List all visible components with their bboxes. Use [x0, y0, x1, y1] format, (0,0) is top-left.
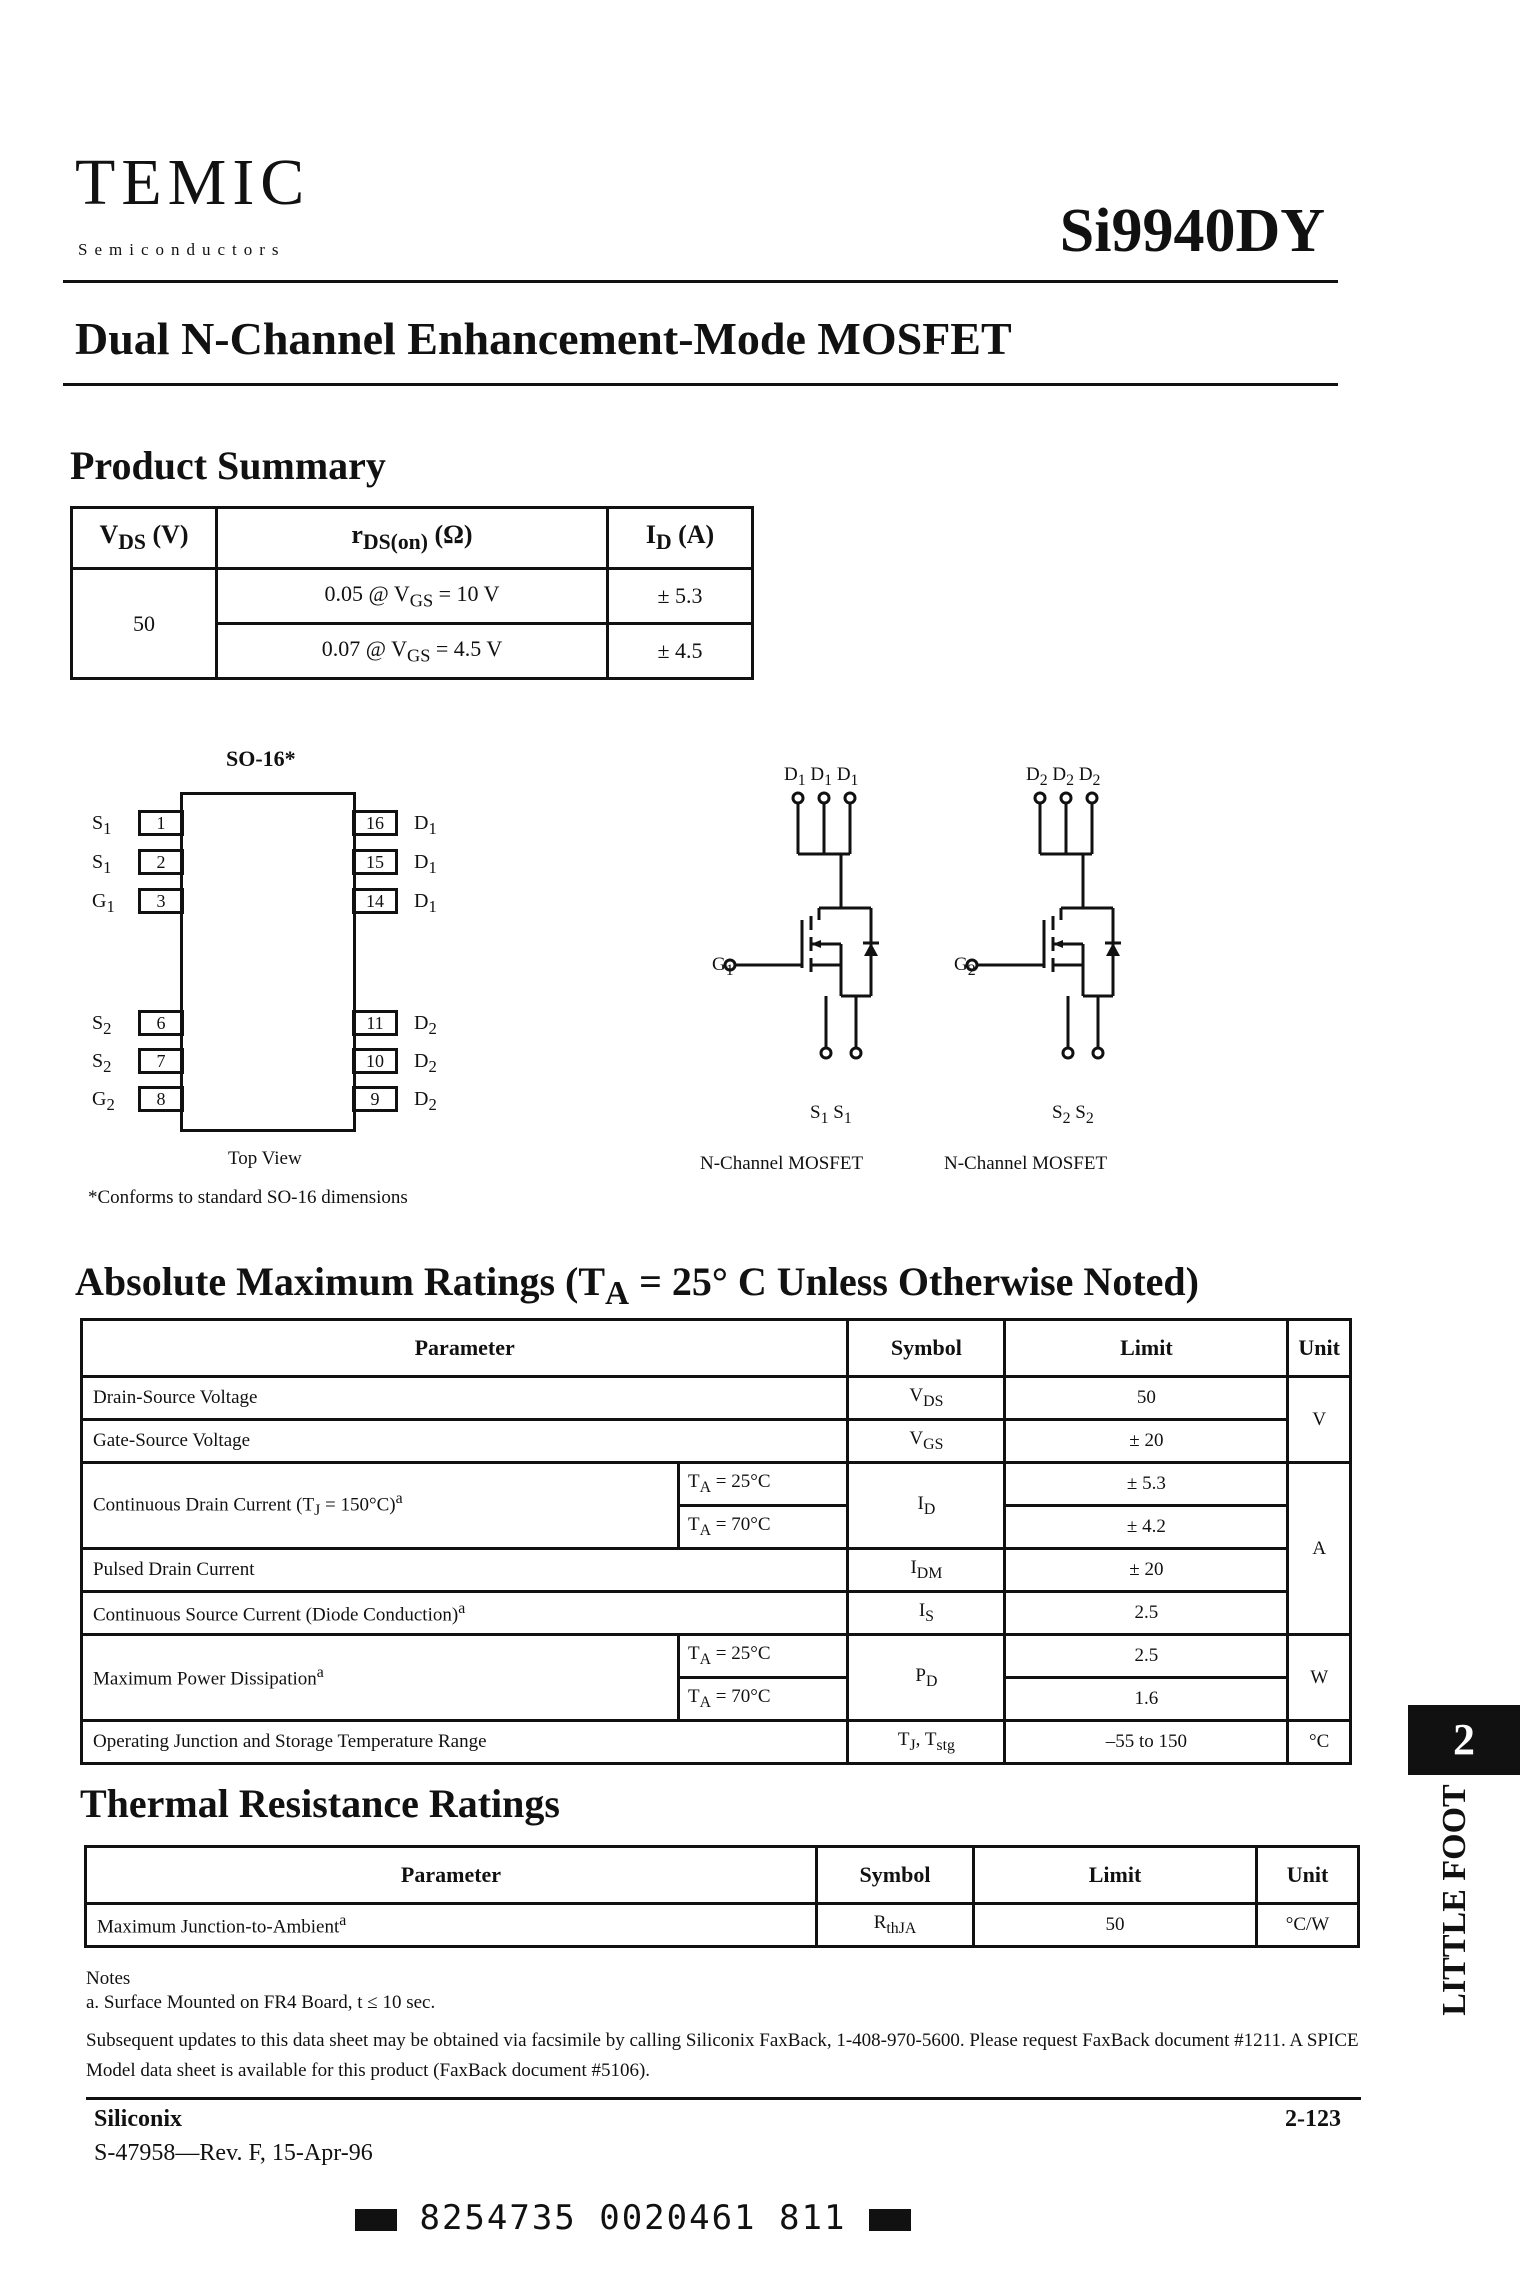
id-value: ± 5.3 [608, 569, 753, 624]
pin-number: 15 [352, 849, 398, 875]
pin-number: 2 [138, 849, 184, 875]
param-cell: Continuous Source Current (Diode Conduction)$^a$ [82, 1592, 848, 1635]
condition-cell: $T_A = 70^\circ C$ [679, 1678, 848, 1721]
unit-cell: °C [1288, 1721, 1351, 1764]
symbol-cell: $T_J$, $T_{stg}$ [848, 1721, 1005, 1764]
table-row [86, 1904, 1359, 1947]
source-label-1: $S_1$ $S_1$ [810, 1102, 852, 1127]
pin-number: 6 [138, 1010, 184, 1036]
pin-number: 9 [352, 1086, 398, 1112]
pin-label: $G_1$ [92, 890, 115, 916]
table-header-row [72, 508, 753, 569]
param-cell: Gate-Source Voltage [82, 1420, 848, 1463]
symbol-cell: $I_D$ [848, 1463, 1005, 1549]
symbol-cell: $I_S$ [848, 1592, 1005, 1635]
package-body [180, 792, 356, 1132]
param-cell: Maximum Power Dissipation$^a$ [82, 1635, 679, 1721]
pin-label: $D_2$ [414, 1050, 437, 1076]
mosfet-schematic-2 [942, 760, 1142, 1060]
condition-cell: $T_A = 25^\circ C$ [679, 1463, 848, 1506]
thermal-table [84, 1845, 1360, 1948]
condition-cell: $T_A = 25^\circ C$ [679, 1635, 848, 1678]
table-row [82, 1377, 1351, 1420]
limit-cell: ± 5.3 [1005, 1463, 1288, 1506]
part-number: Si9940DY [1059, 197, 1325, 265]
col-unit: Unit [1288, 1320, 1351, 1377]
drain-label-1: $D_1$ $D_1$ $D_1$ [784, 764, 859, 789]
section-label-text: LITTLE FOOT [1436, 1784, 1473, 2016]
barcode-block-right [869, 2209, 911, 2231]
barcode-text: 8254735 0020461 811 [419, 2198, 847, 2238]
section-tab: 2 [1408, 1705, 1520, 1775]
col-symbol: Symbol [848, 1320, 1005, 1377]
schematic-caption-2: N-Channel MOSFET [944, 1153, 1108, 1174]
param-cell: Drain-Source Voltage [82, 1377, 848, 1420]
limit-cell: ± 20 [1005, 1420, 1288, 1463]
pin-number: 8 [138, 1086, 184, 1112]
schematic-caption-1: N-Channel MOSFET [700, 1153, 864, 1174]
limit-cell: ± 4.2 [1005, 1506, 1288, 1549]
gate-label-1: $G_1$ [712, 954, 734, 979]
drain-label-2: $D_2$ $D_2$ $D_2$ [1026, 764, 1101, 789]
condition-cell: $T_A = 70^\circ C$ [679, 1506, 848, 1549]
footer-page: 2-123 [1285, 2106, 1341, 2132]
unit-cell: °C/W [1257, 1904, 1359, 1947]
table-row [72, 569, 753, 624]
rds-value: 0.05 @ $V_{GS} = 10$ V [217, 569, 608, 624]
pin-number: 10 [352, 1048, 398, 1074]
limit-cell: 50 [1005, 1377, 1288, 1420]
footer-company: Siliconix [94, 2106, 183, 2132]
col-parameter: Parameter [86, 1847, 817, 1904]
unit-cell: W [1288, 1635, 1351, 1721]
table-row [82, 1463, 1351, 1506]
param-cell: Pulsed Drain Current [82, 1549, 848, 1592]
pin-label: $S_1$ [92, 812, 112, 838]
header-rule [63, 280, 1338, 283]
limit-cell: ± 20 [1005, 1549, 1288, 1592]
gate-label-2: $G_2$ [954, 954, 976, 979]
pin-label: $D_2$ [414, 1088, 437, 1114]
pin-number: 3 [138, 888, 184, 914]
source-label-2: $S_2$ $S_2$ [1052, 1102, 1094, 1127]
document-title: Dual N-Channel Enhancement-Mode MOSFET [75, 313, 1012, 364]
product-summary-table [70, 506, 754, 680]
footer-docnum: S-47958—Rev. F, 15-Apr-96 [94, 2140, 373, 2166]
pin-number: 7 [138, 1048, 184, 1074]
table-header-row [82, 1320, 1351, 1377]
barcode [355, 2198, 911, 2238]
pin-label: $G_2$ [92, 1088, 115, 1114]
limit-cell: 50 [974, 1904, 1257, 1947]
amr-table [80, 1318, 1352, 1765]
pin-label: $D_1$ [414, 851, 437, 877]
package-footnote: *Conforms to standard SO-16 dimensions [88, 1187, 408, 1208]
amr-heading: Absolute Maximum Ratings ($T_A = 25^\circ$ C Unless Otherwise Noted) [75, 1259, 1199, 1312]
symbol-cell: $I_{DM}$ [848, 1549, 1005, 1592]
mosfet-schematic-1 [700, 760, 900, 1060]
package-name: SO-16* [226, 746, 296, 771]
table-row [82, 1592, 1351, 1635]
notes-updates: Subsequent updates to this data sheet may be obtained via facsimile by calling Siliconix FaxBack, 1-408-970-5600. Please request FaxBack document #1211. A SPICE Model data sheet is available for this product (FaxBack document #5106). [86, 2030, 1359, 2081]
symbol-cell: $V_{GS}$ [848, 1420, 1005, 1463]
product-summary-heading: Product Summary [70, 443, 386, 488]
param-cell: Operating Junction and Storage Temperature Range [82, 1721, 848, 1764]
title-rule [63, 383, 1338, 386]
limit-cell: 1.6 [1005, 1678, 1288, 1721]
col-symbol: Symbol [817, 1847, 974, 1904]
table-row [82, 1420, 1351, 1463]
param-cell: Continuous Drain Current $(T_J = 150^\circ C)^a$ [82, 1463, 679, 1549]
note-a: a. Surface Mounted on FR4 Board, t ≤ 10 sec. [86, 1992, 436, 2013]
limit-cell: 2.5 [1005, 1635, 1288, 1678]
pin-label: $D_1$ [414, 890, 437, 916]
col-vds: $V_{DS}$ (V) [72, 508, 217, 569]
thermal-heading: Thermal Resistance Ratings [80, 1781, 560, 1826]
pin-label: $S_1$ [92, 851, 112, 877]
unit-cell: V [1288, 1377, 1351, 1463]
pin-number: 11 [352, 1010, 398, 1036]
col-rds: $r_{DS(on)}$ (Ω) [217, 508, 608, 569]
col-parameter: Parameter [82, 1320, 848, 1377]
table-header-row [86, 1847, 1359, 1904]
barcode-block-left [355, 2209, 397, 2231]
rds-value: 0.07 @ $V_{GS} = 4.5$ V [217, 624, 608, 679]
limit-cell: –55 to 150 [1005, 1721, 1288, 1764]
col-id: $I_D$ (A) [608, 508, 753, 569]
col-unit: Unit [1257, 1847, 1359, 1904]
param-cell: Maximum Junction-to-Ambient$^a$ [86, 1904, 817, 1947]
section-label [1400, 1770, 1510, 2030]
unit-cell: A [1288, 1463, 1351, 1635]
brand-logo: TEMIC [75, 146, 311, 219]
pin-label: $D_2$ [414, 1012, 437, 1038]
package-view-label: Top View [228, 1148, 302, 1169]
col-limit: Limit [1005, 1320, 1288, 1377]
table-row [82, 1549, 1351, 1592]
limit-cell: 2.5 [1005, 1592, 1288, 1635]
pin-number: 14 [352, 888, 398, 914]
table-row [82, 1721, 1351, 1764]
vds-value: 50 [72, 569, 217, 679]
symbol-cell: $V_{DS}$ [848, 1377, 1005, 1420]
symbol-cell: $P_D$ [848, 1635, 1005, 1721]
pin-label: $S_2$ [92, 1050, 112, 1076]
table-row [82, 1635, 1351, 1678]
pin-label: $D_1$ [414, 812, 437, 838]
pin-number: 1 [138, 810, 184, 836]
pin-label: $S_2$ [92, 1012, 112, 1038]
col-limit: Limit [974, 1847, 1257, 1904]
brand-subtitle: Semiconductors [78, 240, 286, 259]
pin-number: 16 [352, 810, 398, 836]
footer-rule [86, 2097, 1361, 2100]
symbol-cell: $R_{thJA}$ [817, 1904, 974, 1947]
id-value: ± 4.5 [608, 624, 753, 679]
notes-title: Notes [86, 1968, 131, 1989]
